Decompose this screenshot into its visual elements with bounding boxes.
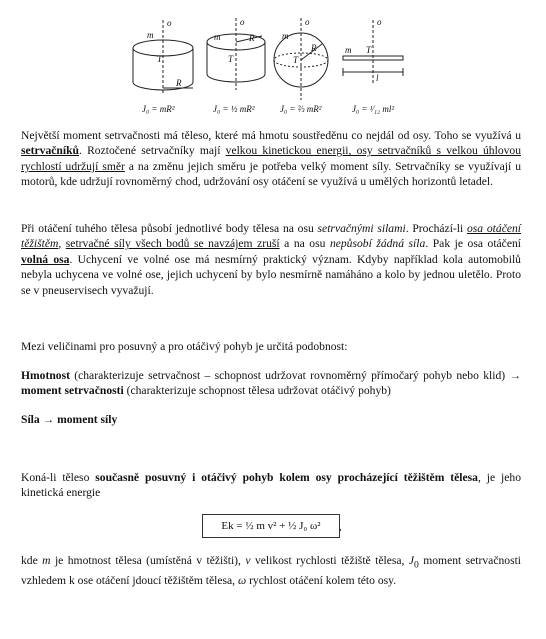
paragraph-force-torque: Síla → moment síly — [21, 413, 118, 426]
centroid-label: T — [366, 45, 372, 55]
axis-label: o — [377, 17, 382, 27]
paragraph-mass-inertia: Hmotnost (charakterizuje setrvačnost – schopnost udržovat rovnoměrný přímočarý pohyb nebo klid) → moment setrvačnosti (charakterizuje schopnost tělesa udržovat otáčivý pohyb) — [21, 369, 521, 398]
figure-drawing — [0, 0, 546, 125]
formula-rod: J₀ = ¹⁄₁₂ ml² — [352, 104, 395, 114]
radius-label: R — [176, 78, 182, 88]
moment-of-inertia-figure — [0, 0, 546, 125]
axis-label: o — [305, 17, 310, 27]
mass-label: m — [214, 32, 221, 42]
formula-sphere: J₀ = ⅔ mR² — [280, 104, 322, 114]
formula-comma: , — [339, 521, 342, 533]
kinetic-energy-formula: Ek = ½ m v² + ½ J₀ ω² — [202, 514, 340, 538]
radius-label: R — [249, 33, 255, 43]
length-label: l — [376, 73, 379, 83]
paragraph-free-axis: Při otáčení tuhého tělesa působí jednotlivé body tělesa na osu setrvačnými silami. Prochází-li osa otáčení těžištěm, setrvačné síly všech bodů se navzájem zruší a na osu nepůsobí žádná síla. Pak je osa otáčení volná osa. Uchycení ve volné ose má nesmírný praktický význam. Kdyby například kola automobilů nebyla uchycena ve volné ose, jejich uchycení by bylo nesmírně namáháno a kolo by jednou uletělo. Proto se v pneuservisech vyvažují. — [21, 222, 521, 297]
formula-cylinder: J₀ = ½ mR² — [213, 104, 255, 114]
paragraph-legend: kde m je hmotnost tělesa (umístěná v těžišti), v velikost rychlosti těžiště tělesa, $J_0$ moment setrvačnosti vzhledem k ose otáčení jdoucí těžištěm tělesa, ω rychlost otáčení kolem této osy. — [21, 554, 522, 587]
paragraph-analogy: Mezi veličinami pro posuvný a pro otáčivý pohyb je určitá podobnost: — [21, 340, 348, 353]
mass-label: m — [147, 30, 154, 40]
paragraph-kinetic-energy: Koná-li těleso současně posuvný i otáčivý pohyb kolem osy procházející těžištěm tělesa, je jeho kinetická energie — [21, 471, 521, 500]
centroid-label: T — [157, 54, 163, 64]
formula-ring: J₀ = mR² — [142, 104, 175, 114]
term-free-axis: volná osa — [21, 252, 70, 266]
axis-label: o — [167, 18, 172, 28]
centroid-label: T — [228, 54, 234, 64]
mass-label: m — [345, 45, 352, 55]
term-flywheels: setrvačníků — [21, 144, 79, 158]
axis-label: o — [240, 17, 245, 27]
radius-label: R — [311, 43, 317, 53]
mass-label: m — [282, 31, 289, 41]
paragraph-flywheels: Největší moment setrvačnosti má těleso, které má hmotu soustředěnu co nejdál od osy. Toho se využívá u setrvačníků. Roztočené setrvačníky mají velkou kinetickou energii, osy setrvačníků s velkou úhlovou rychlostí udržují směr a na změnu jejich směru je potřeba velký moment síly. Setrvačníky se využívají u motorů, kde udržují rovnoměrný chod, udržování osy otáčení se využívá u umělých horizontů letadel. — [21, 129, 522, 189]
centroid-label: T — [293, 55, 299, 65]
